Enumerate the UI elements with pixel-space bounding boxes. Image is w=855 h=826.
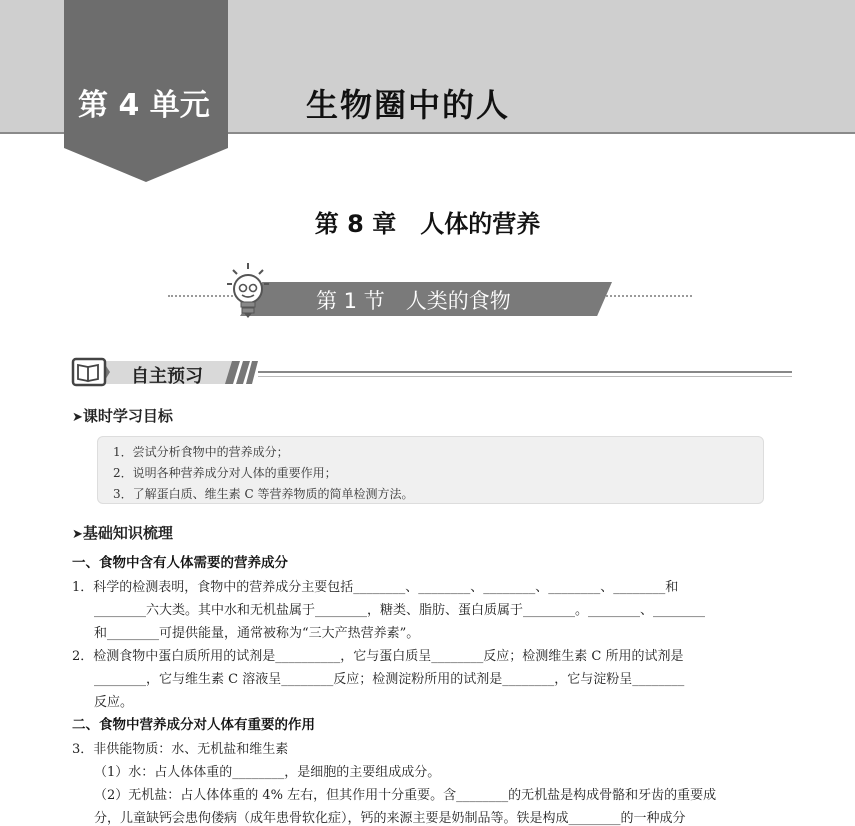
text-line: 3．非供能物质：水、无机盐和维生素: [72, 742, 289, 757]
preview-label: 自主预习: [131, 366, 203, 387]
unit-tab-point: [64, 148, 228, 182]
lightbulb-icon: [226, 262, 270, 320]
unit-title: 生物圈中的人: [306, 86, 511, 124]
arrow-icon: ➤: [72, 527, 83, 542]
part2-heading: 二、食物中营养成分对人体有重要的作用: [72, 717, 315, 733]
knowledge-heading: ➤基础知识梳理: [72, 524, 173, 542]
part1-heading: 一、食物中含有人体需要的营养成分: [72, 555, 288, 571]
goals-heading: ➤课时学习目标: [72, 407, 173, 425]
arrow-icon: ➤: [72, 410, 83, 425]
text-line: 和________可提供能量，通常被称为“三大产热营养素”。: [94, 626, 420, 641]
text-line: 分，儿童缺钙会患佝偻病（成年患骨软化症），钙的来源主要是奶制品等。铁是构成________的一种成分: [94, 811, 686, 826]
section-title: 第 1 节 人类的食物: [316, 289, 511, 313]
preview-rule: [258, 371, 792, 373]
text-line: 2．检测食物中蛋白质所用的试剂是__________，它与蛋白质呈________反应；检测维生素 C 所用的试剂是: [72, 649, 684, 664]
goal-item: 2．说明各种营养成分对人体的重要作用；: [113, 466, 337, 480]
unit-tab: [64, 0, 228, 148]
goal-item: 1．尝试分析食物中的营养成分；: [113, 445, 289, 459]
preview-rule-thin: [258, 376, 792, 377]
text-line: （1）水：占人体体重的________，是细胞的主要组成成分。: [94, 765, 441, 780]
goal-item: 3．了解蛋白质、维生素 C 等营养物质的简单检测方法。: [113, 487, 414, 501]
text-line: 反应。: [94, 695, 134, 710]
text-line: 1．科学的检测表明，食物中的营养成分主要包括________、________、________、________、________和: [72, 580, 679, 595]
text-line: ________六大类。其中水和无机盐属于________，糖类、脂肪、蛋白质属于________。________、________: [94, 603, 706, 618]
chapter-title: 第 8 章 人体的营养: [314, 210, 541, 238]
text-line: （2）无机盐：占人体体重的 4% 左右，但其作用十分重要。含________的无机盐是构成骨骼和牙齿的重要成: [94, 788, 717, 803]
unit-label: 第 4 单元: [78, 88, 210, 123]
text-line: ________，它与维生素 C 溶液呈________反应；检测淀粉所用的试剂是________，它与淀粉呈________: [94, 672, 685, 687]
section-divider-right: [606, 295, 692, 297]
